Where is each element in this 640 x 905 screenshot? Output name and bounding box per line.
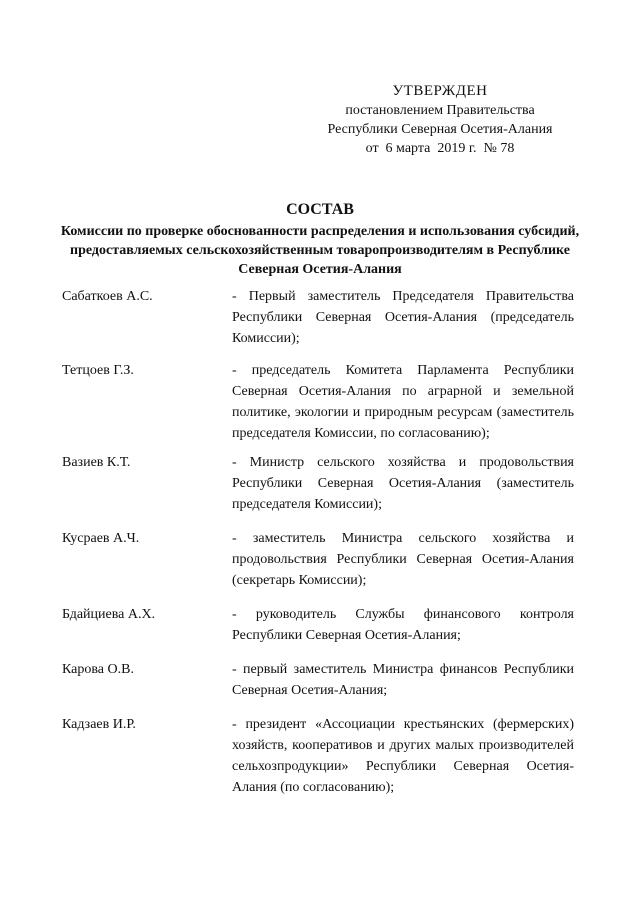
- member-role: - Министр сельского хозяйства и продовольствия Республики Северная Осетия-Алания (заместитель председателя Комиссии);: [232, 455, 574, 512]
- members-list: [62, 286, 574, 798]
- approval-stamp: [300, 82, 580, 158]
- document-title: СОСТАВ: [286, 201, 354, 218]
- member-role: - президент «Ассоциации крестьянских (фермерских) хозяйств, кооперативов и других малых производителей сельхозпродукции» Республики Северная Осетия-Алания (по согласованию);: [232, 717, 574, 795]
- member-name: Кадзаев И.Р.: [62, 717, 136, 732]
- document-title-block: [40, 200, 600, 279]
- member-role: - Первый заместитель Председателя Правительства Республики Северная Осетия-Алания (председатель Комиссии);: [232, 289, 574, 346]
- approval-heading: УТВЕРЖДЕН: [392, 83, 488, 99]
- document-subtitle: Комиссии по проверке обоснованности распределения и использования субсидий, предоставляемых сельскохозяйственным товаропроизводителям в Республике Северная Осетия-Алания: [60, 224, 580, 277]
- member-row: [62, 659, 574, 701]
- member-role: - председатель Комитета Парламента Республики Северная Осетия-Алания по аграрной и земельной политике, экологии и природным ресурсам (заместитель председателя Комиссии, по согласованию);: [232, 363, 574, 441]
- member-name: Сабаткоев А.С.: [62, 289, 153, 304]
- member-row: [62, 604, 574, 646]
- member-name: Тетцоев Г.З.: [62, 363, 134, 378]
- member-name: Карова О.В.: [62, 662, 134, 677]
- member-name: Кусраев А.Ч.: [62, 531, 140, 546]
- member-row: [62, 286, 574, 349]
- member-name: Вазиев К.Т.: [62, 455, 131, 470]
- member-role: - первый заместитель Министра финансов Республики Северная Осетия-Алания;: [232, 662, 574, 698]
- member-row: [62, 452, 574, 515]
- member-row: [62, 714, 574, 798]
- member-role: - руководитель Службы финансового контроля Республики Северная Осетия-Алания;: [232, 607, 574, 643]
- member-name: Бдайциева А.Х.: [62, 607, 156, 622]
- member-row: [62, 528, 574, 591]
- approval-line-1: постановлением Правительства: [345, 103, 535, 118]
- approval-line-2: Республики Северная Осетия-Алания: [327, 122, 553, 137]
- member-role: - заместитель Министра сельского хозяйства и продовольствия Республики Северная Осетия-Алания (секретарь Комиссии);: [232, 531, 574, 588]
- approval-line-3: от 6 марта 2019 г. № 78: [365, 141, 515, 156]
- member-row: [62, 360, 574, 444]
